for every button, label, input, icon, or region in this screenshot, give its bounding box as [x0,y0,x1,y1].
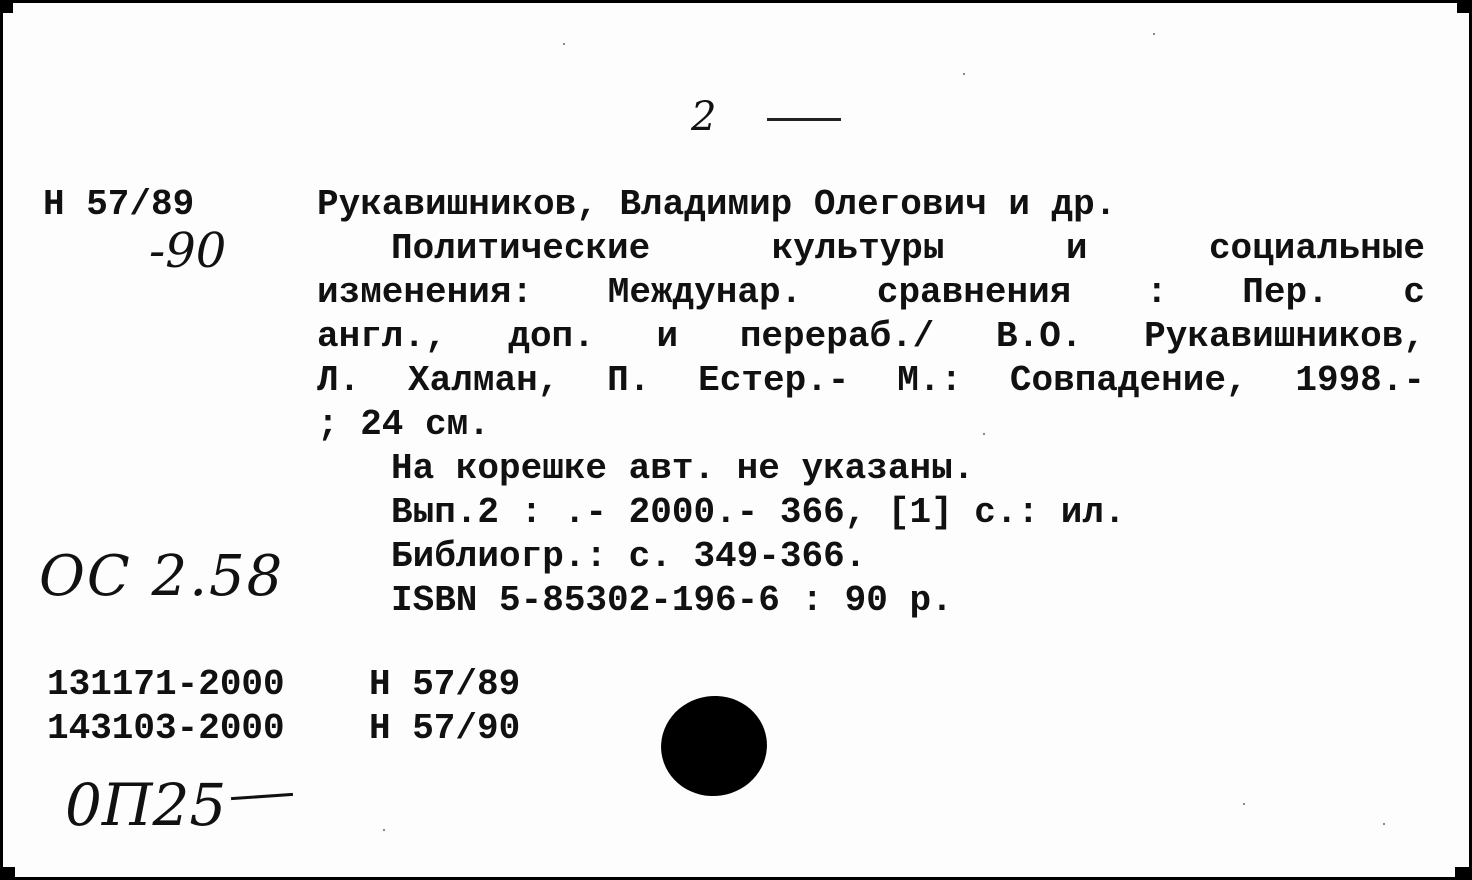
scan-speck [983,433,985,435]
bottom-underline-stroke [231,793,293,800]
corner-mark-bottom-right [1455,867,1469,877]
author-line: Рукавишников, Владимир Олегович и др. [317,184,1117,225]
top-handwritten-mark: 2 [691,94,717,140]
inventory-number: 143103-2000 [47,708,285,749]
corner-mark-bottom-left [3,867,15,877]
title-block-2 [317,271,1425,315]
title-line: Политические культуры и социальные [391,228,1425,269]
note-bibliography: Библиогр.: с. 349-366. [391,536,867,577]
corner-mark-top-right [1457,3,1469,13]
scan-speck [383,829,385,831]
title-line: ; 24 см. [317,404,490,445]
title-block-3 [317,315,1425,359]
shelf-mark: Н 57/89 [43,184,195,225]
inventory-number: 131171-2000 [47,664,285,705]
title-line: англ., доп. и перераб./ В.О. Рукавишников, [317,316,1425,357]
scan-speck [563,43,565,45]
shelf-mark-handwritten: -90 [149,223,227,279]
handwritten-bottom-code: 0П25 [65,771,227,839]
corner-mark-top-left [3,3,13,13]
scan-speck [1383,823,1385,825]
note-issue: Вып.2 : .- 2000.- 366, [1] с.: ил. [391,492,1126,533]
note-spine: На корешке авт. не указаны. [391,448,975,489]
inventory-shelf: Н 57/90 [369,708,521,749]
inventory-shelf: Н 57/89 [369,664,521,705]
top-dash [767,118,841,121]
punch-hole [655,689,774,803]
handwritten-code: ОС 2.58 [39,544,285,609]
scan-speck [963,73,965,75]
scan-speck [1153,33,1155,35]
title-block [317,227,1425,271]
note-isbn: ISBN 5-85302-196-6 : 90 р. [391,580,953,621]
title-line: Л. Халман, П. Естер.- М.: Совпадение, 1998.- [317,360,1425,401]
title-line: изменения: Междунар. сравнения : Пер. с [317,272,1425,313]
scan-speck [1243,803,1245,805]
title-block-4 [317,359,1425,403]
